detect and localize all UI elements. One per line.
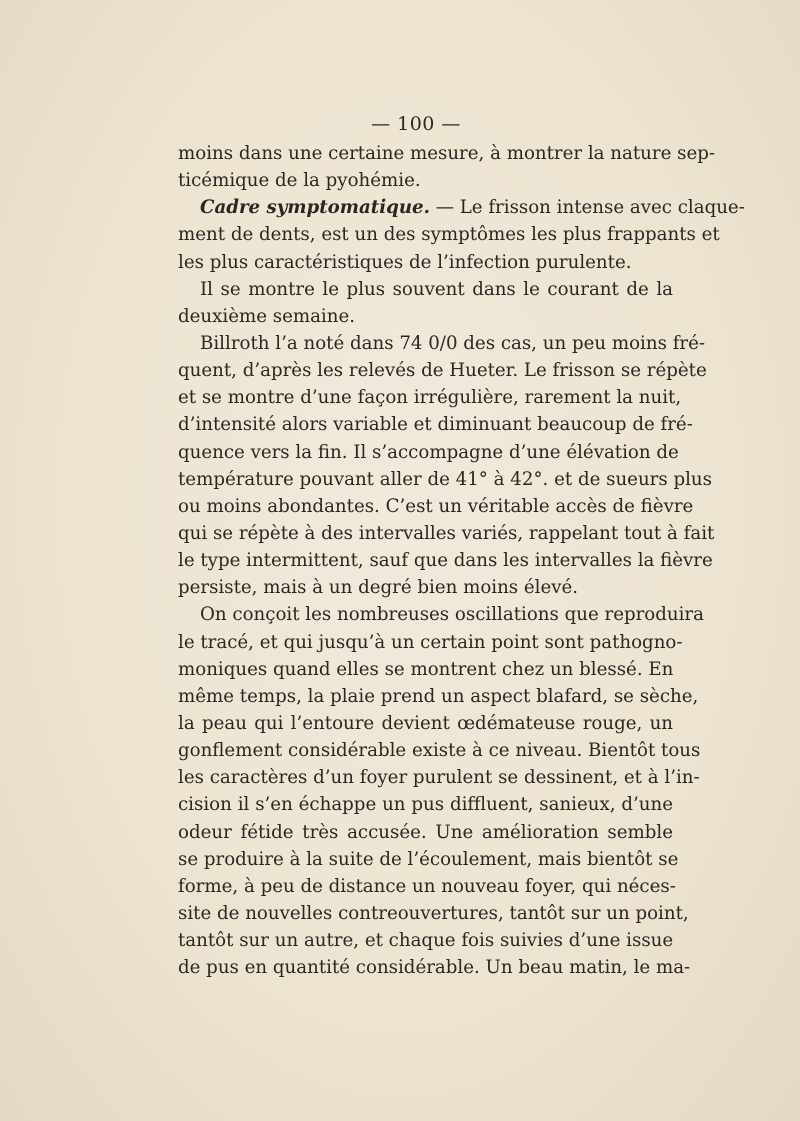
text-line [178,357,707,384]
text-line-content: Il se montre le plus souvent dans le courant de la [200,278,673,300]
text-line-content: ticémique de la pyohémie. [178,170,421,192]
text-line [178,439,679,466]
text-line-content: persiste, mais à un degré bien moins élevé. [178,577,579,599]
text-line-content: cision il s’en échappe un pus diffluent, sanieux, d’une [178,794,673,816]
text-line-content: et se montre d’une façon irrégulière, rarement la nuit, [178,387,682,409]
text-line-content: d’intensité alors variable et diminuant beaucoup de fré- [178,414,693,436]
text-line [178,927,673,954]
text-line [178,140,715,167]
text-line-content: le tracé, et qui jusqu’à un certain point sont pathogno- [178,631,683,653]
text-line [178,194,745,221]
text-line [178,710,673,737]
text-line-content: tantôt sur un autre, et chaque fois suivies d’une issue [178,930,674,952]
text-line [178,547,713,574]
text-line [178,221,720,248]
text-line [178,249,673,276]
text-line-content: gonflement considérable existe à ce niveau. Bientôt tous [178,740,701,762]
text-line [178,167,673,194]
text-line-content: les plus caractéristiques de l’infection purulente. [178,251,632,273]
text-line [178,764,700,791]
text-line-content: les caractères d’un foyer purulent se dessinent, et à l’in- [178,767,700,789]
text-line-content: odeur fétide très accusée. Une amélioration semble [178,821,673,843]
text-line-content: même temps, la plaie prend un aspect blafard, se sèche, [178,685,699,707]
page-number: — 100 — [371,113,461,135]
text-line-content: forme, à peu de distance un nouveau foyer, qui néces- [178,875,676,897]
text-line [178,493,694,520]
text-line [178,873,676,900]
text-line-content: On conçoit les nombreuses oscillations que reproduira [200,604,704,626]
text-line-content: — Le frisson intense avec claque- [429,197,745,219]
text-line-content: la peau qui l’entoure devient œdémateuse rouge, un [178,712,673,734]
text-line [178,819,673,846]
text-line [178,411,693,438]
text-line [178,574,673,601]
text-line [178,330,706,357]
text-line [178,791,673,818]
text-line [178,846,679,873]
text-line-content: de pus en quantité considérable. Un beau matin, le ma- [178,957,691,979]
text-line [178,629,683,656]
text-line-content: quence vers la fin. Il s’accompagne d’une élévation de [178,441,679,463]
text-line [178,954,691,981]
text-line [178,466,712,493]
text-line [178,900,689,927]
text-line [178,384,682,411]
text-line [178,656,673,683]
text-line [178,683,699,710]
section-heading: Cadre symptomatique. [200,197,430,219]
text-line-content: Billroth l’a noté dans 74 0/0 des cas, un peu moins fré- [200,332,706,354]
text-line [178,601,704,628]
text-line-content: quent, d’après les relevés de Hueter. Le frisson se répète [178,360,707,382]
text-line [178,737,701,764]
text-line [178,303,673,330]
text-line [178,520,715,547]
text-line-content: ment de dents, est un des symptômes les plus frappants et [178,224,720,246]
text-line [178,276,673,303]
text-line-content: qui se répète à des intervalles variés, rappelant tout à fait [178,522,715,544]
text-line-content: moins dans une certaine mesure, à montrer la nature sep- [178,143,715,164]
body-text [178,140,745,981]
text-line-content: température pouvant aller de 41° à 42°. et de sueurs plus [178,468,712,490]
text-line-content: deuxième semaine. [178,305,356,327]
text-line-content: site de nouvelles contreouvertures, tantôt sur un point, [178,902,689,924]
text-line-content: se produire à la suite de l’écoulement, mais bientôt se [178,848,679,870]
text-line-content: moniques quand elles se montrent chez un blessé. En [178,658,674,680]
text-line-content: le type intermittent, sauf que dans les intervalles la fièvre [178,550,713,572]
text-line-content: ou moins abondantes. C’est un véritable accès de fièvre [178,495,694,517]
